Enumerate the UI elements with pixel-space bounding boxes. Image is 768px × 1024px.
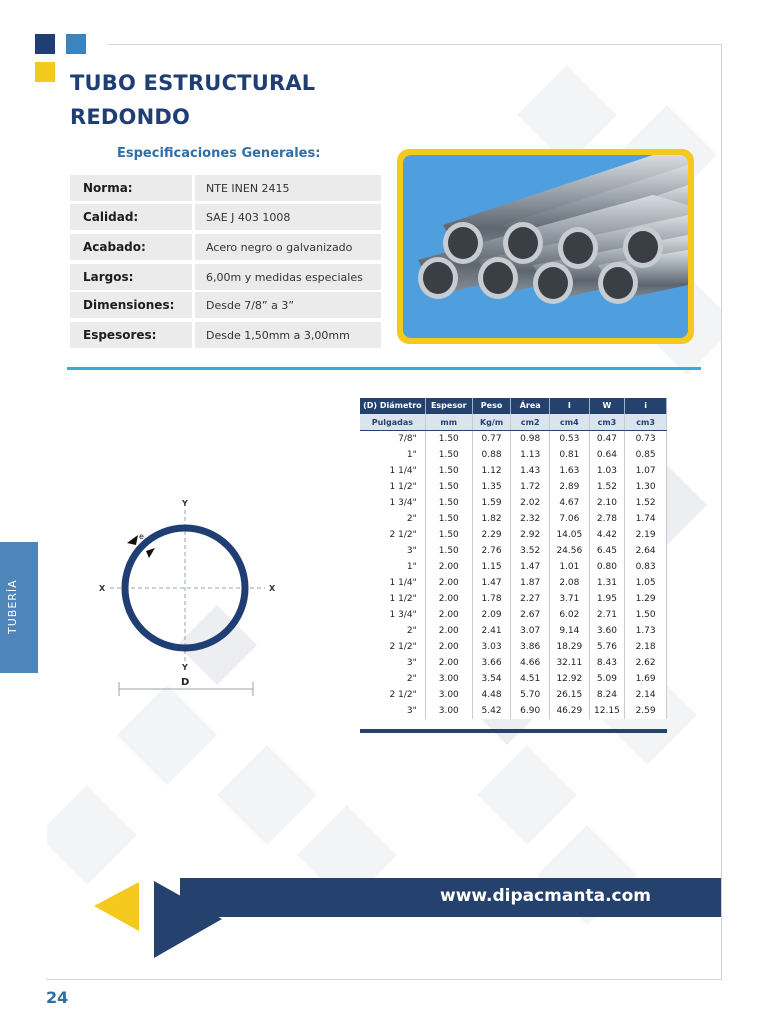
spec-label: Dimensiones: [83, 298, 175, 312]
table-cell: 2.67 [511, 607, 550, 623]
table-row [360, 671, 667, 687]
spec-label: Largos: [83, 270, 134, 284]
unit-cell: cm4 [550, 414, 590, 431]
table-cell: 3" [360, 655, 425, 671]
table-row [360, 559, 667, 575]
unit-cell: mm [425, 414, 472, 431]
table-row [360, 703, 667, 719]
table-cell: 2.41 [472, 623, 511, 639]
table-cell: 1.01 [550, 559, 590, 575]
website-banner [180, 878, 721, 917]
spec-row-norma [70, 175, 381, 201]
table-cell: 1 1/2" [360, 591, 425, 607]
table-cell: 1.69 [625, 671, 667, 687]
axis-y-bottom: Y [182, 663, 188, 672]
table-cell: 14.05 [550, 527, 590, 543]
table-row [360, 495, 667, 511]
table-row [360, 511, 667, 527]
pipe-bundle [418, 155, 688, 304]
table-cell: 8.43 [589, 655, 625, 671]
table-cell: 6.90 [511, 703, 550, 719]
unit-cell: Pulgadas [360, 414, 425, 431]
table-cell: 5.70 [511, 687, 550, 703]
table-cell: 0.85 [625, 447, 667, 463]
page-number: 24 [46, 988, 69, 1007]
table-cell: 1.03 [589, 463, 625, 479]
unit-cell: cm3 [589, 414, 625, 431]
table-cell: 1.73 [625, 623, 667, 639]
spec-row-calidad [70, 204, 381, 230]
table-cell: 1.35 [472, 479, 511, 495]
cross-section-diagram [95, 495, 285, 700]
table-cell: 1.50 [425, 463, 472, 479]
unit-cell: cm2 [511, 414, 550, 431]
table-cell: 3" [360, 543, 425, 559]
table-cell: 1.52 [625, 495, 667, 511]
table-cell: 2 1/2" [360, 687, 425, 703]
table-cell: 3.03 [472, 639, 511, 655]
spec-row-acabado [70, 234, 381, 260]
table-cell: 0.83 [625, 559, 667, 575]
thickness-arrow-outer [127, 535, 138, 545]
table-cell: 1.95 [589, 591, 625, 607]
table-cell: 1.12 [472, 463, 511, 479]
table-cell: 2.00 [425, 639, 472, 655]
yellow-triangle [94, 882, 139, 931]
thickness-label: e [139, 532, 144, 541]
table-cell: 2.19 [625, 527, 667, 543]
table-cell: 2.62 [625, 655, 667, 671]
table-cell: 0.81 [550, 447, 590, 463]
table-cell: 1.50 [425, 543, 472, 559]
spec-divider [192, 234, 195, 260]
spec-label: Acabado: [83, 240, 146, 254]
table-cell: 3" [360, 703, 425, 719]
spec-value: Desde 1,50mm a 3,00mm [206, 329, 350, 342]
table-cell: 32.11 [550, 655, 590, 671]
table-row [360, 479, 667, 495]
spec-value: Acero negro o galvanizado [206, 241, 353, 254]
table-cell: 2.00 [425, 607, 472, 623]
table-cell: 4.66 [511, 655, 550, 671]
table-cell: 1.50 [425, 431, 472, 448]
table-cell: 1.31 [589, 575, 625, 591]
table-cell: 5.76 [589, 639, 625, 655]
brand-square-blue [66, 34, 86, 54]
table-cell: 1 3/4" [360, 495, 425, 511]
axis-y-top: Y [182, 499, 188, 508]
title-line-2: REDONDO [70, 105, 191, 129]
table-cell: 2" [360, 511, 425, 527]
table-row [360, 623, 667, 639]
table-row [360, 431, 667, 448]
spec-label: Calidad: [83, 210, 139, 224]
table-cell: 1 1/4" [360, 575, 425, 591]
table-cell: 0.47 [589, 431, 625, 448]
table-cell: 2.78 [589, 511, 625, 527]
table-cell: 7.06 [550, 511, 590, 527]
spec-value: NTE INEN 2415 [206, 182, 290, 195]
table-cell: 1.72 [511, 479, 550, 495]
table-cell: 1.50 [425, 527, 472, 543]
table-cell: 1.43 [511, 463, 550, 479]
table-cell: 1.74 [625, 511, 667, 527]
table-cell: 0.98 [511, 431, 550, 448]
axis-x-right: X [269, 584, 276, 593]
table-cell: 12.92 [550, 671, 590, 687]
table-cell: 1.50 [425, 495, 472, 511]
table-row [360, 463, 667, 479]
table-cell: 2 1/2" [360, 527, 425, 543]
brand-square-navy [35, 34, 55, 54]
table-cell: 18.29 [550, 639, 590, 655]
table-cell: 3.00 [425, 687, 472, 703]
col-header-i-inertia: I [550, 398, 590, 414]
table-cell: 0.80 [589, 559, 625, 575]
table-cell: 1" [360, 559, 425, 575]
table-cell: 3.00 [425, 671, 472, 687]
spec-value: SAE J 403 1008 [206, 211, 291, 224]
table-cell: 1.30 [625, 479, 667, 495]
table-cell: 1.82 [472, 511, 511, 527]
table-cell: 2 1/2" [360, 639, 425, 655]
table-cell: 3.54 [472, 671, 511, 687]
table-cell: 2" [360, 671, 425, 687]
table-row [360, 639, 667, 655]
table-cell: 0.64 [589, 447, 625, 463]
table-cell: 2.02 [511, 495, 550, 511]
spec-row-dimensiones [70, 292, 381, 318]
table-cell: 2.59 [625, 703, 667, 719]
table-cell: 1.15 [472, 559, 511, 575]
table-cell: 2.29 [472, 527, 511, 543]
table-cell: 4.51 [511, 671, 550, 687]
spec-divider [192, 204, 195, 230]
spec-row-espesores [70, 322, 381, 348]
spec-divider [192, 292, 195, 318]
unit-cell: Kg/m [472, 414, 511, 431]
table-cell: 3.07 [511, 623, 550, 639]
table-cell: 6.45 [589, 543, 625, 559]
table-cell: 46.29 [550, 703, 590, 719]
table-cell: 0.77 [472, 431, 511, 448]
col-header-peso: Peso [472, 398, 511, 414]
spec-label: Norma: [83, 181, 133, 195]
page-title [70, 66, 390, 134]
table-cell: 4.67 [550, 495, 590, 511]
table-cell: 24.56 [550, 543, 590, 559]
table-cell: 1.47 [472, 575, 511, 591]
col-header-w: W [589, 398, 625, 414]
table-cell: 1.87 [511, 575, 550, 591]
table-header-row [360, 398, 667, 414]
table-cell: 5.42 [472, 703, 511, 719]
table-cell: 3.66 [472, 655, 511, 671]
table-cell: 2.64 [625, 543, 667, 559]
table-cell: 1.50 [425, 511, 472, 527]
table-cell: 8.24 [589, 687, 625, 703]
table-cell: 9.14 [550, 623, 590, 639]
spec-label: Espesores: [83, 328, 157, 342]
spec-value: 6,00m y medidas especiales [206, 271, 363, 284]
table-cell: 1" [360, 447, 425, 463]
dimension-label: D [181, 677, 190, 688]
table-cell: 1.05 [625, 575, 667, 591]
table-cell: 2.27 [511, 591, 550, 607]
table-cell: 12.15 [589, 703, 625, 719]
col-header-area: Área [511, 398, 550, 414]
table-cell: 1 1/4" [360, 463, 425, 479]
table-cell: 1.63 [550, 463, 590, 479]
table-row [360, 543, 667, 559]
table-cell: 2.09 [472, 607, 511, 623]
table-cell: 1.50 [625, 607, 667, 623]
table-cell: 1 3/4" [360, 607, 425, 623]
table-cell: 3.52 [511, 543, 550, 559]
table-cell: 2.00 [425, 623, 472, 639]
spec-divider [192, 264, 195, 290]
col-header-i-radius: i [625, 398, 667, 414]
table-cell: 6.02 [550, 607, 590, 623]
table-cell: 2.71 [589, 607, 625, 623]
table-row [360, 607, 667, 623]
table-cell: 3.60 [589, 623, 625, 639]
table-cell: 7/8" [360, 431, 425, 448]
axis-x-left: X [99, 584, 106, 593]
table-cell: 1.47 [511, 559, 550, 575]
brand-square-yellow [35, 62, 55, 82]
table-cell: 1.07 [625, 463, 667, 479]
table-cell: 2.00 [425, 559, 472, 575]
spec-divider [192, 322, 195, 348]
table-cell: 0.73 [625, 431, 667, 448]
table-cell: 1.78 [472, 591, 511, 607]
spec-divider [192, 175, 195, 201]
table-cell: 2.89 [550, 479, 590, 495]
table-cell: 2.76 [472, 543, 511, 559]
side-tab [0, 542, 38, 673]
side-tab-label: TUBERÍA [6, 579, 19, 634]
col-header-espesor: Espesor [425, 398, 472, 414]
table-cell: 3.86 [511, 639, 550, 655]
table-cell: 2.10 [589, 495, 625, 511]
table-cell: 4.42 [589, 527, 625, 543]
table-cell: 2.00 [425, 655, 472, 671]
table-cell: 2.18 [625, 639, 667, 655]
table-row [360, 687, 667, 703]
table-cell: 4.48 [472, 687, 511, 703]
table-cell: 2.92 [511, 527, 550, 543]
table-row [360, 447, 667, 463]
table-cell: 26.15 [550, 687, 590, 703]
specs-table [360, 398, 667, 719]
table-row [360, 527, 667, 543]
table-cell: 2.08 [550, 575, 590, 591]
website-link[interactable]: www.dipacmanta.com [439, 886, 651, 906]
table-cell: 2" [360, 623, 425, 639]
table-cell: 2.32 [511, 511, 550, 527]
spec-value: Desde 7/8” a 3” [206, 299, 295, 312]
table-row [360, 655, 667, 671]
section-divider [67, 367, 701, 370]
table-bottom-bar [360, 729, 667, 733]
table-cell: 3.00 [425, 703, 472, 719]
table-cell: 5.09 [589, 671, 625, 687]
specs-heading: Especificaciones Generales: [117, 146, 321, 161]
spec-row-largos [70, 264, 381, 290]
table-cell: 1.13 [511, 447, 550, 463]
table-cell: 2.14 [625, 687, 667, 703]
table-cell: 2.00 [425, 591, 472, 607]
table-cell: 1.29 [625, 591, 667, 607]
col-header-diametro: (D) Diámetro [360, 398, 425, 414]
table-cell: 1.59 [472, 495, 511, 511]
table-cell: 2.00 [425, 575, 472, 591]
thickness-arrow-inner [146, 548, 155, 558]
table-row [360, 591, 667, 607]
product-photo [403, 155, 688, 338]
unit-cell: cm3 [625, 414, 667, 431]
table-cell: 0.88 [472, 447, 511, 463]
table-cell: 3.71 [550, 591, 590, 607]
title-line-1: TUBO ESTRUCTURAL [70, 71, 316, 95]
table-cell: 1 1/2" [360, 479, 425, 495]
table-cell: 0.53 [550, 431, 590, 448]
table-cell: 1.50 [425, 447, 472, 463]
table-cell: 1.52 [589, 479, 625, 495]
units-row [360, 414, 667, 431]
table-cell: 1.50 [425, 479, 472, 495]
table-row [360, 575, 667, 591]
